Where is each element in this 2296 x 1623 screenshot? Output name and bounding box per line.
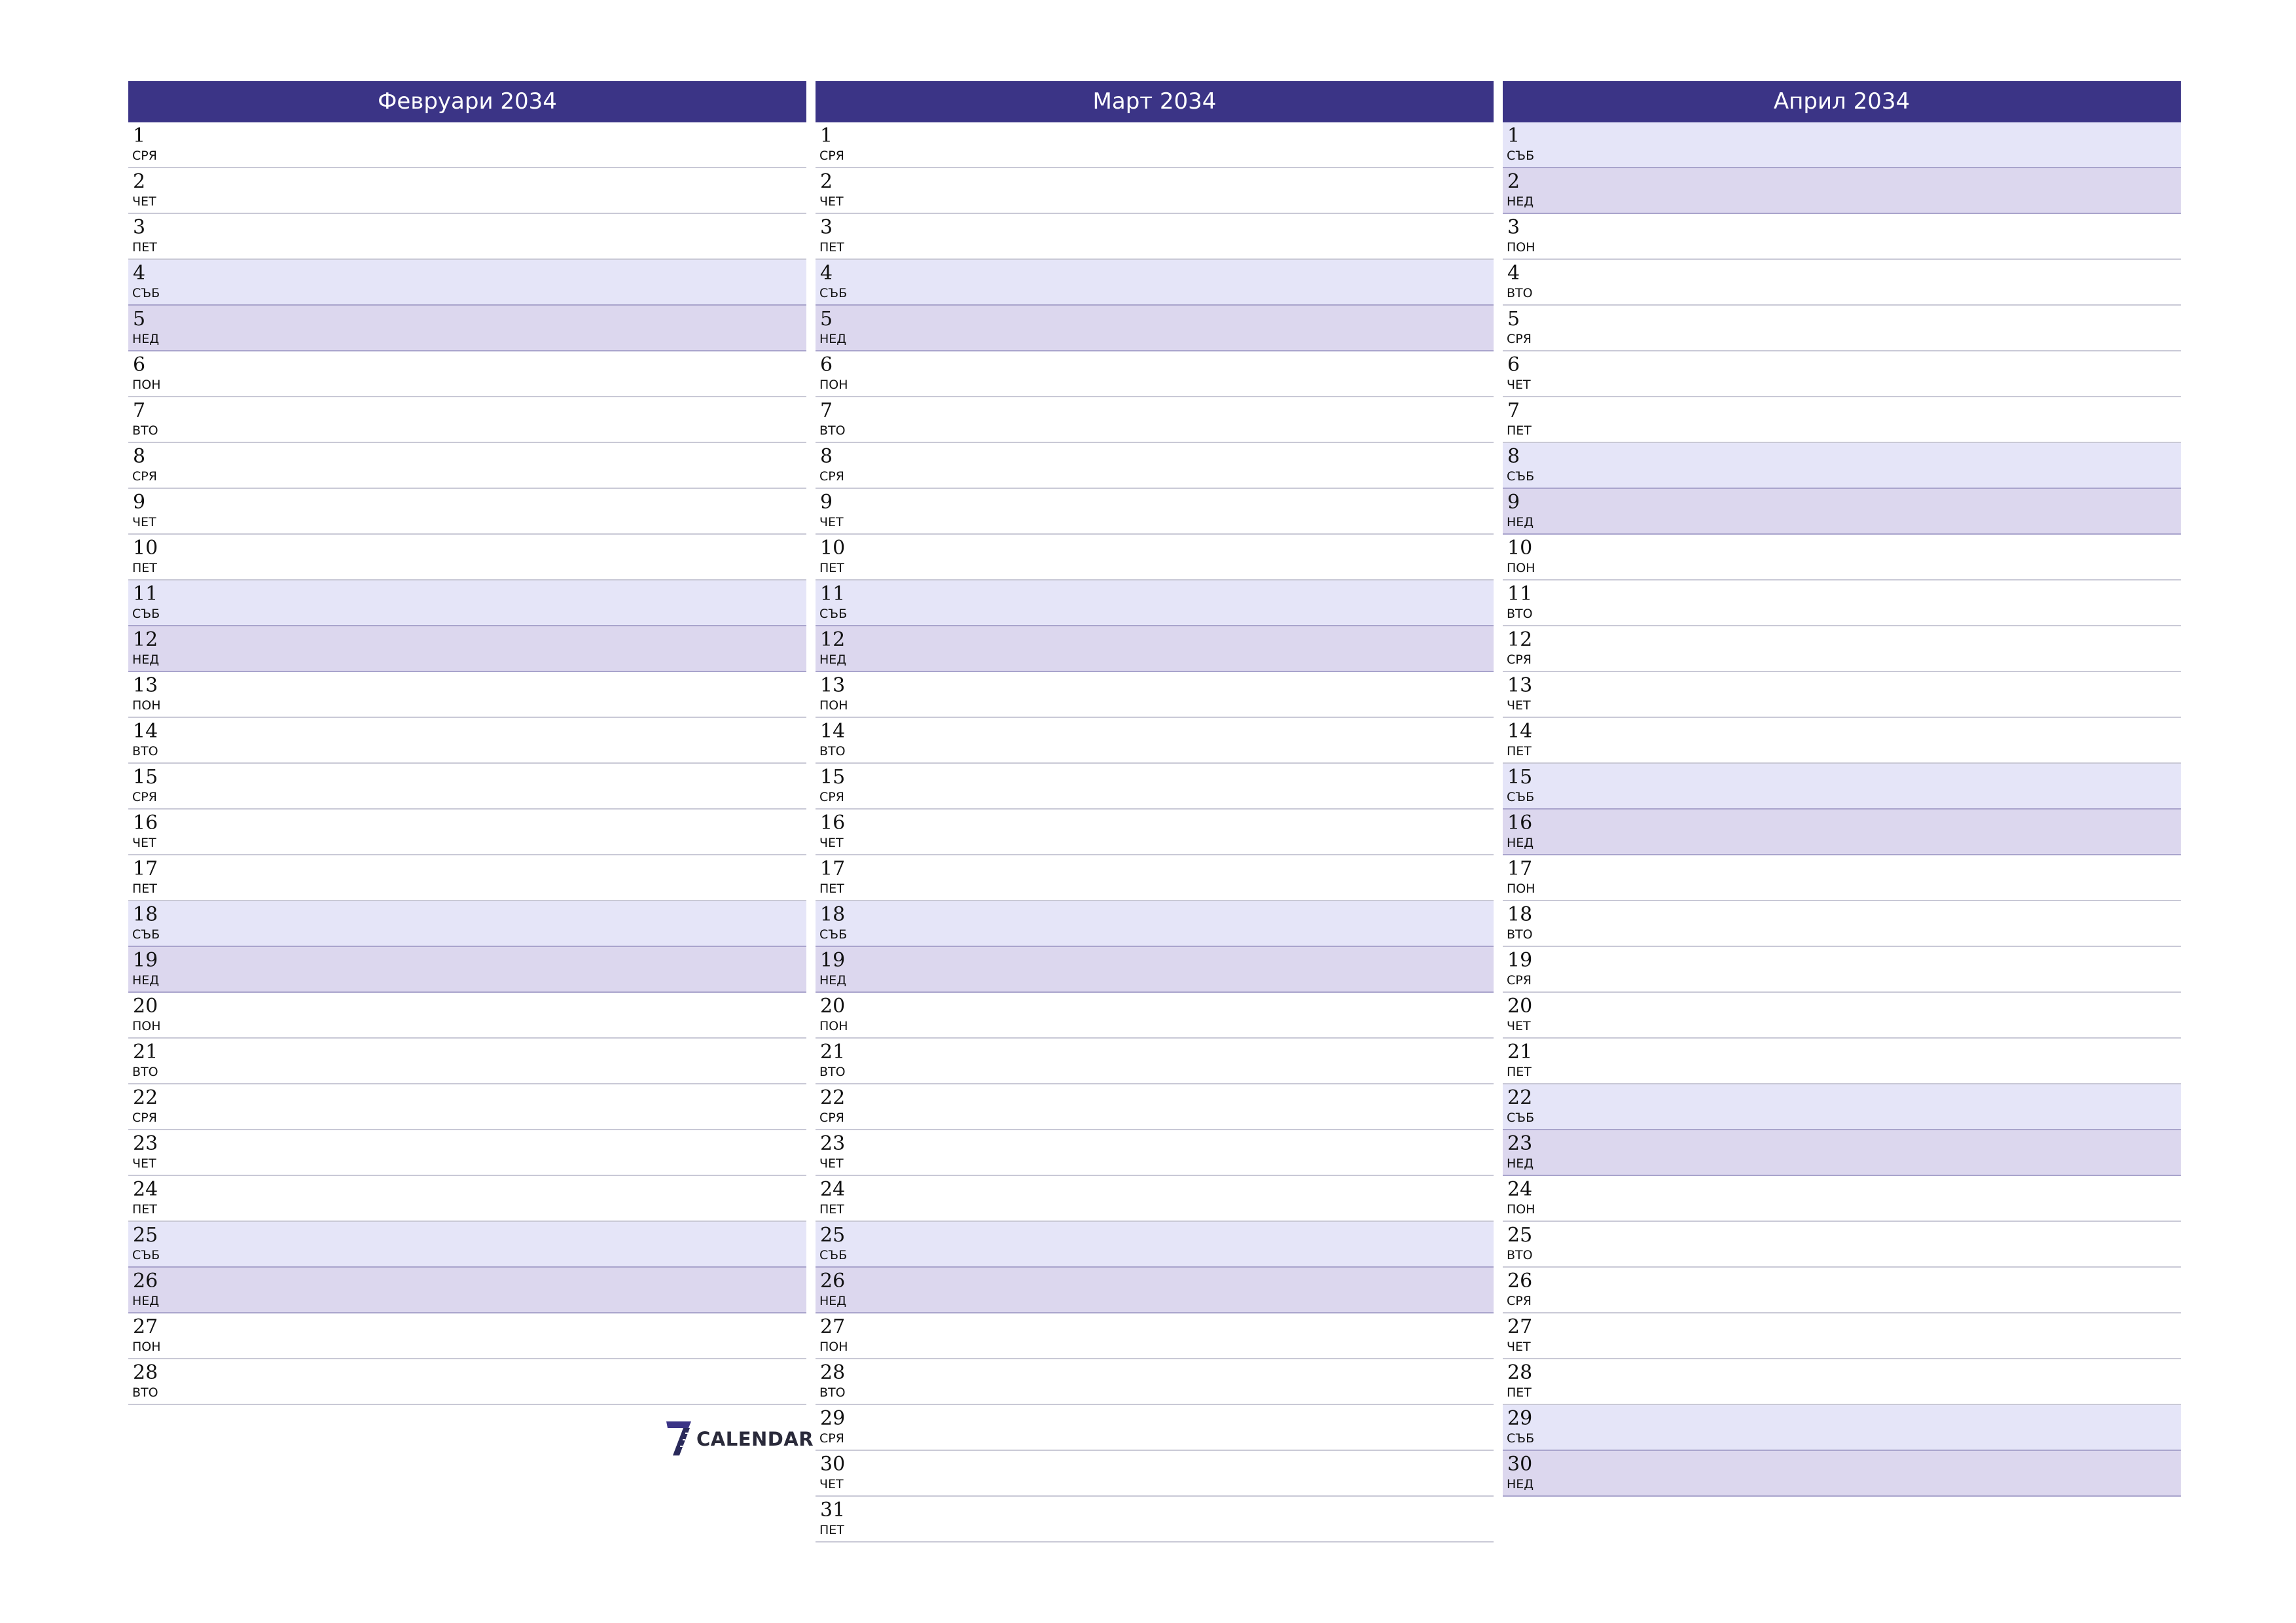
weekday-label: ЧЕТ bbox=[132, 194, 156, 209]
day-number: 21 bbox=[820, 1041, 846, 1063]
day-number: 7 bbox=[133, 399, 146, 422]
day-row bbox=[1503, 718, 2181, 764]
day-number: 20 bbox=[820, 995, 846, 1018]
day-row bbox=[1503, 351, 2181, 397]
weekday-label: ВТО bbox=[819, 423, 846, 438]
weekday-label: СЪБ bbox=[1507, 1111, 1535, 1125]
weekday-label: ПОН bbox=[1507, 240, 1535, 255]
day-number: 19 bbox=[133, 949, 158, 972]
weekday-label: СЪБ bbox=[132, 607, 160, 621]
weekday-label: ПЕТ bbox=[819, 240, 844, 255]
weekday-label: ВТО bbox=[132, 744, 158, 758]
day-number: 11 bbox=[133, 582, 158, 605]
day-row bbox=[816, 306, 1494, 351]
weekday-label: ПОН bbox=[819, 1019, 848, 1033]
weekday-label: ЧЕТ bbox=[819, 836, 844, 850]
day-number: 20 bbox=[1507, 995, 1533, 1018]
day-number: 17 bbox=[820, 857, 846, 880]
day-row bbox=[816, 1176, 1494, 1222]
day-number: 12 bbox=[820, 628, 846, 651]
day-row bbox=[816, 1497, 1494, 1543]
weekday-label: СРЯ bbox=[819, 1111, 844, 1125]
weekday-label: ПЕТ bbox=[132, 561, 157, 575]
day-number: 14 bbox=[133, 720, 158, 743]
day-row bbox=[816, 1130, 1494, 1176]
day-number: 10 bbox=[1507, 537, 1533, 560]
day-row bbox=[1503, 1222, 2181, 1268]
day-row bbox=[1503, 1084, 2181, 1130]
day-row bbox=[816, 1222, 1494, 1268]
month-header: Февруари 2034 bbox=[128, 81, 806, 122]
day-row bbox=[1503, 855, 2181, 901]
weekday-label: СЪБ bbox=[819, 286, 848, 300]
day-row bbox=[128, 672, 806, 718]
day-number: 6 bbox=[1507, 353, 1520, 376]
weekday-label: ПОН bbox=[132, 698, 161, 713]
weekday-label: ПОН bbox=[132, 1340, 161, 1354]
day-row bbox=[128, 810, 806, 855]
day-row bbox=[816, 1039, 1494, 1084]
day-number: 10 bbox=[820, 537, 846, 560]
day-number: 18 bbox=[133, 903, 158, 926]
weekday-label: СЪБ bbox=[132, 286, 160, 300]
day-row bbox=[816, 718, 1494, 764]
weekday-label: ЧЕТ bbox=[1507, 378, 1531, 392]
day-number: 30 bbox=[820, 1453, 846, 1476]
weekday-label: ВТО bbox=[1507, 927, 1533, 942]
day-number: 2 bbox=[133, 170, 146, 193]
weekday-label: ПОН bbox=[819, 378, 848, 392]
weekday-label: НЕД bbox=[1507, 515, 1534, 529]
day-number: 11 bbox=[820, 582, 846, 605]
day-row bbox=[128, 1084, 806, 1130]
day-number: 13 bbox=[1507, 674, 1533, 697]
day-number: 28 bbox=[133, 1361, 158, 1384]
weekday-label: ЧЕТ bbox=[132, 836, 156, 850]
weekday-label: СРЯ bbox=[1507, 652, 1532, 667]
weekday-label: СЪБ bbox=[132, 1248, 160, 1262]
weekday-label: ПОН bbox=[1507, 561, 1535, 575]
weekday-label: ЧЕТ bbox=[1507, 1019, 1531, 1033]
day-number: 28 bbox=[1507, 1361, 1533, 1384]
day-row bbox=[1503, 764, 2181, 810]
day-number: 25 bbox=[820, 1224, 846, 1247]
seven-logo-icon bbox=[665, 1420, 692, 1457]
weekday-label: НЕД bbox=[1507, 194, 1534, 209]
day-row bbox=[1503, 489, 2181, 535]
day-row bbox=[816, 168, 1494, 214]
day-number: 14 bbox=[1507, 720, 1533, 743]
weekday-label: СРЯ bbox=[132, 1111, 157, 1125]
day-number: 7 bbox=[820, 399, 833, 422]
day-row bbox=[816, 122, 1494, 168]
day-number: 8 bbox=[1507, 445, 1520, 468]
day-number: 9 bbox=[820, 491, 833, 514]
day-number: 18 bbox=[1507, 903, 1533, 926]
weekday-label: СЪБ bbox=[1507, 790, 1535, 804]
weekday-label: СРЯ bbox=[819, 790, 844, 804]
weekday-label: ЧЕТ bbox=[132, 1156, 156, 1171]
day-number: 22 bbox=[820, 1086, 846, 1109]
day-row bbox=[816, 855, 1494, 901]
day-number: 24 bbox=[820, 1178, 846, 1201]
day-row bbox=[1503, 993, 2181, 1039]
day-row bbox=[816, 1405, 1494, 1451]
weekday-label: ПЕТ bbox=[819, 882, 844, 896]
weekday-label: ВТО bbox=[819, 1065, 846, 1079]
day-row bbox=[128, 535, 806, 580]
day-row bbox=[128, 901, 806, 947]
day-row bbox=[1503, 122, 2181, 168]
weekday-label: НЕД bbox=[1507, 1477, 1534, 1491]
day-row bbox=[816, 764, 1494, 810]
day-number: 3 bbox=[1507, 216, 1520, 239]
weekday-label: ВТО bbox=[132, 1385, 158, 1400]
day-row bbox=[816, 993, 1494, 1039]
weekday-label: СРЯ bbox=[819, 1431, 844, 1446]
day-row bbox=[1503, 260, 2181, 306]
day-row bbox=[128, 1359, 806, 1405]
weekday-label: ВТО bbox=[819, 1385, 846, 1400]
day-row bbox=[128, 1176, 806, 1222]
day-number: 25 bbox=[1507, 1224, 1533, 1247]
day-number: 28 bbox=[820, 1361, 846, 1384]
weekday-label: СЪБ bbox=[1507, 149, 1535, 163]
day-number: 13 bbox=[820, 674, 846, 697]
day-number: 26 bbox=[1507, 1270, 1533, 1293]
weekday-label: СРЯ bbox=[1507, 973, 1532, 988]
day-row bbox=[1503, 810, 2181, 855]
day-row bbox=[128, 1268, 806, 1313]
day-row bbox=[1503, 306, 2181, 351]
weekday-label: ВТО bbox=[1507, 607, 1533, 621]
day-number: 25 bbox=[133, 1224, 158, 1247]
day-number: 8 bbox=[820, 445, 833, 468]
day-number: 1 bbox=[1507, 124, 1520, 147]
day-number: 27 bbox=[133, 1315, 158, 1338]
day-number: 21 bbox=[133, 1041, 158, 1063]
day-row bbox=[128, 397, 806, 443]
day-row bbox=[816, 672, 1494, 718]
weekday-label: НЕД bbox=[819, 652, 847, 667]
day-row bbox=[128, 168, 806, 214]
day-number: 8 bbox=[133, 445, 146, 468]
day-row bbox=[128, 122, 806, 168]
day-number: 19 bbox=[820, 949, 846, 972]
day-row bbox=[128, 1130, 806, 1176]
day-row bbox=[128, 260, 806, 306]
day-number: 29 bbox=[1507, 1407, 1533, 1430]
day-row bbox=[1503, 580, 2181, 626]
weekday-label: СРЯ bbox=[132, 469, 157, 484]
day-number: 2 bbox=[820, 170, 833, 193]
day-row bbox=[816, 626, 1494, 672]
day-row bbox=[1503, 1359, 2181, 1405]
weekday-label: ЧЕТ bbox=[819, 515, 844, 529]
weekday-label: ВТО bbox=[1507, 1248, 1533, 1262]
weekday-label: ВТО bbox=[1507, 286, 1533, 300]
day-number: 16 bbox=[1507, 812, 1533, 834]
day-row bbox=[128, 443, 806, 489]
weekday-label: СЪБ bbox=[1507, 469, 1535, 484]
weekday-label: ЧЕТ bbox=[1507, 698, 1531, 713]
month-april bbox=[1503, 81, 2181, 1497]
weekday-label: ПОН bbox=[819, 1340, 848, 1354]
weekday-label: НЕД bbox=[819, 332, 847, 346]
day-row bbox=[816, 397, 1494, 443]
weekday-label: ПЕТ bbox=[132, 1202, 157, 1217]
day-number: 4 bbox=[1507, 262, 1520, 285]
weekday-label: НЕД bbox=[819, 973, 847, 988]
weekday-label: СРЯ bbox=[1507, 332, 1532, 346]
day-row bbox=[1503, 214, 2181, 260]
day-row bbox=[816, 260, 1494, 306]
day-number: 12 bbox=[1507, 628, 1533, 651]
day-row bbox=[128, 626, 806, 672]
day-number: 3 bbox=[133, 216, 146, 239]
day-row bbox=[1503, 672, 2181, 718]
day-number: 3 bbox=[820, 216, 833, 239]
weekday-label: НЕД bbox=[1507, 836, 1534, 850]
day-row bbox=[1503, 901, 2181, 947]
day-number: 10 bbox=[133, 537, 158, 560]
weekday-label: ПЕТ bbox=[1507, 744, 1532, 758]
weekday-label: ЧЕТ bbox=[819, 194, 844, 209]
day-row bbox=[1503, 1405, 2181, 1451]
day-row bbox=[128, 718, 806, 764]
day-row bbox=[816, 1313, 1494, 1359]
day-number: 12 bbox=[133, 628, 158, 651]
day-row bbox=[1503, 1039, 2181, 1084]
day-row bbox=[1503, 1268, 2181, 1313]
day-number: 27 bbox=[820, 1315, 846, 1338]
weekday-label: ПЕТ bbox=[1507, 423, 1532, 438]
weekday-label: ЧЕТ bbox=[132, 515, 156, 529]
day-number: 23 bbox=[1507, 1132, 1533, 1155]
weekday-label: НЕД bbox=[132, 1294, 160, 1308]
day-number: 31 bbox=[820, 1499, 846, 1522]
weekday-label: ПЕТ bbox=[132, 882, 157, 896]
weekday-label: НЕД bbox=[132, 652, 160, 667]
day-row bbox=[1503, 1451, 2181, 1497]
weekday-label: ПЕТ bbox=[819, 561, 844, 575]
day-number: 1 bbox=[133, 124, 146, 147]
day-number: 2 bbox=[1507, 170, 1520, 193]
weekday-label: СЪБ bbox=[819, 927, 848, 942]
weekday-label: НЕД bbox=[132, 332, 160, 346]
day-row bbox=[1503, 626, 2181, 672]
weekday-label: ПОН bbox=[1507, 882, 1535, 896]
day-number: 7 bbox=[1507, 399, 1520, 422]
weekday-label: ЧЕТ bbox=[819, 1156, 844, 1171]
logo-text: CALENDAR bbox=[696, 1428, 814, 1450]
day-row bbox=[128, 489, 806, 535]
weekday-label: ПЕТ bbox=[1507, 1385, 1532, 1400]
day-row bbox=[128, 306, 806, 351]
day-row bbox=[1503, 397, 2181, 443]
weekday-label: ПОН bbox=[132, 378, 161, 392]
day-number: 19 bbox=[1507, 949, 1533, 972]
day-number: 29 bbox=[820, 1407, 846, 1430]
day-number: 20 bbox=[133, 995, 158, 1018]
day-row bbox=[1503, 1130, 2181, 1176]
day-row bbox=[816, 1268, 1494, 1313]
calendar-logo bbox=[665, 1420, 814, 1459]
day-number: 14 bbox=[820, 720, 846, 743]
day-number: 1 bbox=[820, 124, 833, 147]
day-row bbox=[128, 947, 806, 993]
day-row bbox=[816, 489, 1494, 535]
weekday-label: ЧЕТ bbox=[1507, 1340, 1531, 1354]
day-list bbox=[816, 122, 1494, 1543]
weekday-label: ПЕТ bbox=[1507, 1065, 1532, 1079]
day-number: 23 bbox=[820, 1132, 846, 1155]
day-number: 16 bbox=[820, 812, 846, 834]
day-number: 21 bbox=[1507, 1041, 1533, 1063]
day-row bbox=[128, 1039, 806, 1084]
day-number: 26 bbox=[820, 1270, 846, 1293]
day-row bbox=[816, 810, 1494, 855]
day-list bbox=[128, 122, 806, 1405]
month-march bbox=[816, 81, 1494, 1543]
day-row bbox=[1503, 1176, 2181, 1222]
weekday-label: ПОН bbox=[819, 698, 848, 713]
weekday-label: ПОН bbox=[1507, 1202, 1535, 1217]
day-row bbox=[128, 351, 806, 397]
weekday-label: СЪБ bbox=[819, 1248, 848, 1262]
day-number: 11 bbox=[1507, 582, 1533, 605]
weekday-label: ВТО bbox=[132, 1065, 158, 1079]
day-row bbox=[128, 214, 806, 260]
day-number: 5 bbox=[133, 308, 146, 330]
day-number: 18 bbox=[820, 903, 846, 926]
weekday-label: ПЕТ bbox=[819, 1523, 844, 1537]
day-row bbox=[816, 1451, 1494, 1497]
weekday-label: НЕД bbox=[132, 973, 160, 988]
day-row bbox=[816, 214, 1494, 260]
weekday-label: ПЕТ bbox=[132, 240, 157, 255]
weekday-label: СРЯ bbox=[132, 149, 157, 163]
day-number: 6 bbox=[133, 353, 146, 376]
weekday-label: СЪБ bbox=[1507, 1431, 1535, 1446]
weekday-label: СЪБ bbox=[132, 927, 160, 942]
day-row bbox=[1503, 947, 2181, 993]
weekday-label: ПОН bbox=[132, 1019, 161, 1033]
day-row bbox=[816, 901, 1494, 947]
weekday-label: ВТО bbox=[819, 744, 846, 758]
day-row bbox=[1503, 535, 2181, 580]
weekday-label: СРЯ bbox=[1507, 1294, 1532, 1308]
weekday-label: СРЯ bbox=[819, 149, 844, 163]
day-row bbox=[128, 855, 806, 901]
day-number: 13 bbox=[133, 674, 158, 697]
day-number: 17 bbox=[133, 857, 158, 880]
day-row bbox=[816, 351, 1494, 397]
weekday-label: СРЯ bbox=[132, 790, 157, 804]
day-number: 22 bbox=[133, 1086, 158, 1109]
day-row bbox=[816, 947, 1494, 993]
weekday-label: ВТО bbox=[132, 423, 158, 438]
day-number: 27 bbox=[1507, 1315, 1533, 1338]
day-list bbox=[1503, 122, 2181, 1497]
day-row bbox=[128, 580, 806, 626]
month-february bbox=[128, 81, 806, 1405]
day-row bbox=[1503, 1313, 2181, 1359]
day-number: 30 bbox=[1507, 1453, 1533, 1476]
day-row bbox=[816, 580, 1494, 626]
day-number: 9 bbox=[133, 491, 146, 514]
weekday-label: НЕД bbox=[1507, 1156, 1534, 1171]
month-header: Април 2034 bbox=[1503, 81, 2181, 122]
day-row bbox=[128, 1313, 806, 1359]
day-row bbox=[816, 535, 1494, 580]
day-number: 15 bbox=[133, 766, 158, 789]
day-row bbox=[128, 1222, 806, 1268]
day-number: 15 bbox=[1507, 766, 1533, 789]
day-row bbox=[816, 1084, 1494, 1130]
weekday-label: СЪБ bbox=[819, 607, 848, 621]
weekday-label: ЧЕТ bbox=[819, 1477, 844, 1491]
day-row bbox=[816, 443, 1494, 489]
weekday-label: ПЕТ bbox=[819, 1202, 844, 1217]
day-number: 15 bbox=[820, 766, 846, 789]
day-row bbox=[1503, 168, 2181, 214]
day-row bbox=[128, 764, 806, 810]
weekday-label: СРЯ bbox=[819, 469, 844, 484]
day-number: 24 bbox=[1507, 1178, 1533, 1201]
day-number: 26 bbox=[133, 1270, 158, 1293]
day-number: 4 bbox=[133, 262, 146, 285]
day-row bbox=[128, 993, 806, 1039]
day-number: 16 bbox=[133, 812, 158, 834]
day-row bbox=[1503, 443, 2181, 489]
day-number: 5 bbox=[1507, 308, 1520, 330]
day-number: 4 bbox=[820, 262, 833, 285]
weekday-label: НЕД bbox=[819, 1294, 847, 1308]
day-number: 22 bbox=[1507, 1086, 1533, 1109]
day-number: 24 bbox=[133, 1178, 158, 1201]
day-number: 17 bbox=[1507, 857, 1533, 880]
month-header: Март 2034 bbox=[816, 81, 1494, 122]
day-number: 6 bbox=[820, 353, 833, 376]
day-row bbox=[816, 1359, 1494, 1405]
day-number: 5 bbox=[820, 308, 833, 330]
day-number: 23 bbox=[133, 1132, 158, 1155]
day-number: 9 bbox=[1507, 491, 1520, 514]
